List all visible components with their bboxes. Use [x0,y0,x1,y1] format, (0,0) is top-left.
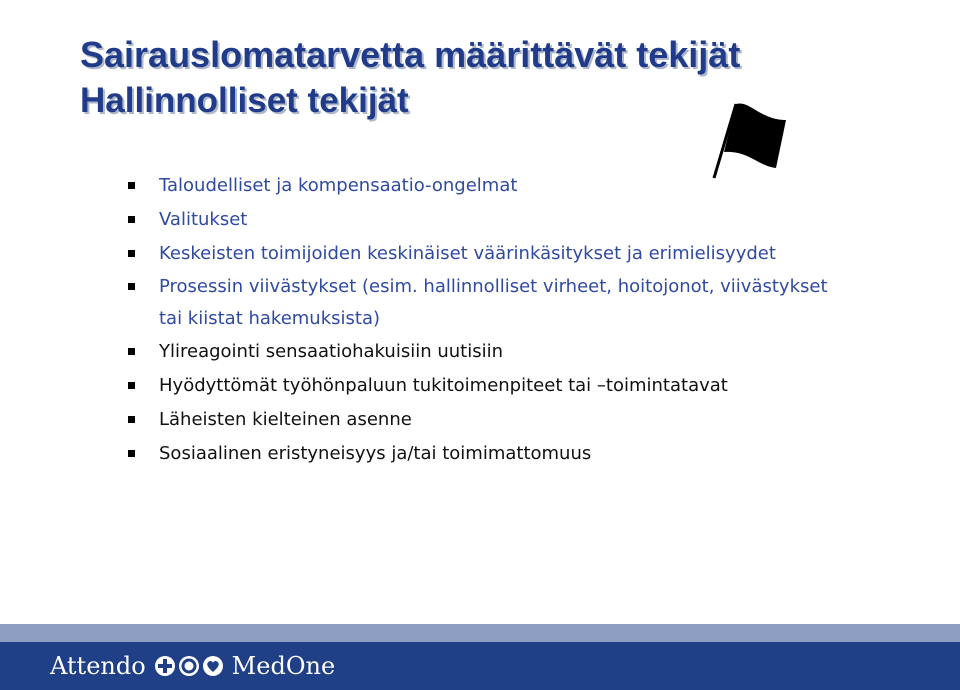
brand-logo [50,651,335,681]
bullet-icon [128,216,135,223]
list-item-text: Ylireagointi sensaatiohakuisiin uutisiin [159,341,503,362]
bullet-icon [128,416,135,423]
list-item-text: Hyödyttömät työhönpaluun tukitoimenpiteet tai –toimintatavat [159,375,728,396]
bullet-icon [128,250,135,257]
brand-symbols [154,655,224,677]
list-item-text: Valitukset [159,209,248,230]
footer-stripe [0,624,960,642]
heart-icon [202,655,224,677]
list-item [128,271,839,335]
list-item-text: Prosessin viivästykset (esim. hallinnolliset virheet, hoitojonot, viivästykset tai kiistat hakemuksista) [159,276,828,329]
plus-icon [154,655,176,677]
list-item [128,403,928,437]
list-item [128,335,928,369]
list-item [128,369,928,403]
bullet-icon [128,283,135,290]
slide-title [80,32,740,124]
slide-title-line2: Hallinnolliset tekijät [80,81,409,120]
list-item [128,203,928,237]
brand-name-attendo: Attendo [50,652,146,680]
ring-icon [178,655,200,677]
list-item-text: Läheisten kielteinen asenne [159,409,412,430]
list-item [128,437,928,471]
list-item [128,237,928,271]
list-item-text: Taloudelliset ja kompensaatio-ongelmat [159,175,518,196]
bullet-icon [128,348,135,355]
bullet-list [128,169,928,471]
brand-name-medone: MedOne [231,652,336,680]
slide-title-line1: Sairauslomatarvetta määrittävät tekijät [80,34,741,75]
list-item-text: Keskeisten toimijoiden keskinäiset väärinkäsitykset ja erimielisyydet [159,243,776,264]
bullet-icon [128,182,135,189]
list-item-text: Sosiaalinen eristyneisyys ja/tai toimimattomuus [159,443,592,464]
bullet-icon [128,382,135,389]
list-item [128,169,928,203]
footer-bar [0,642,960,690]
bullet-icon [128,450,135,457]
